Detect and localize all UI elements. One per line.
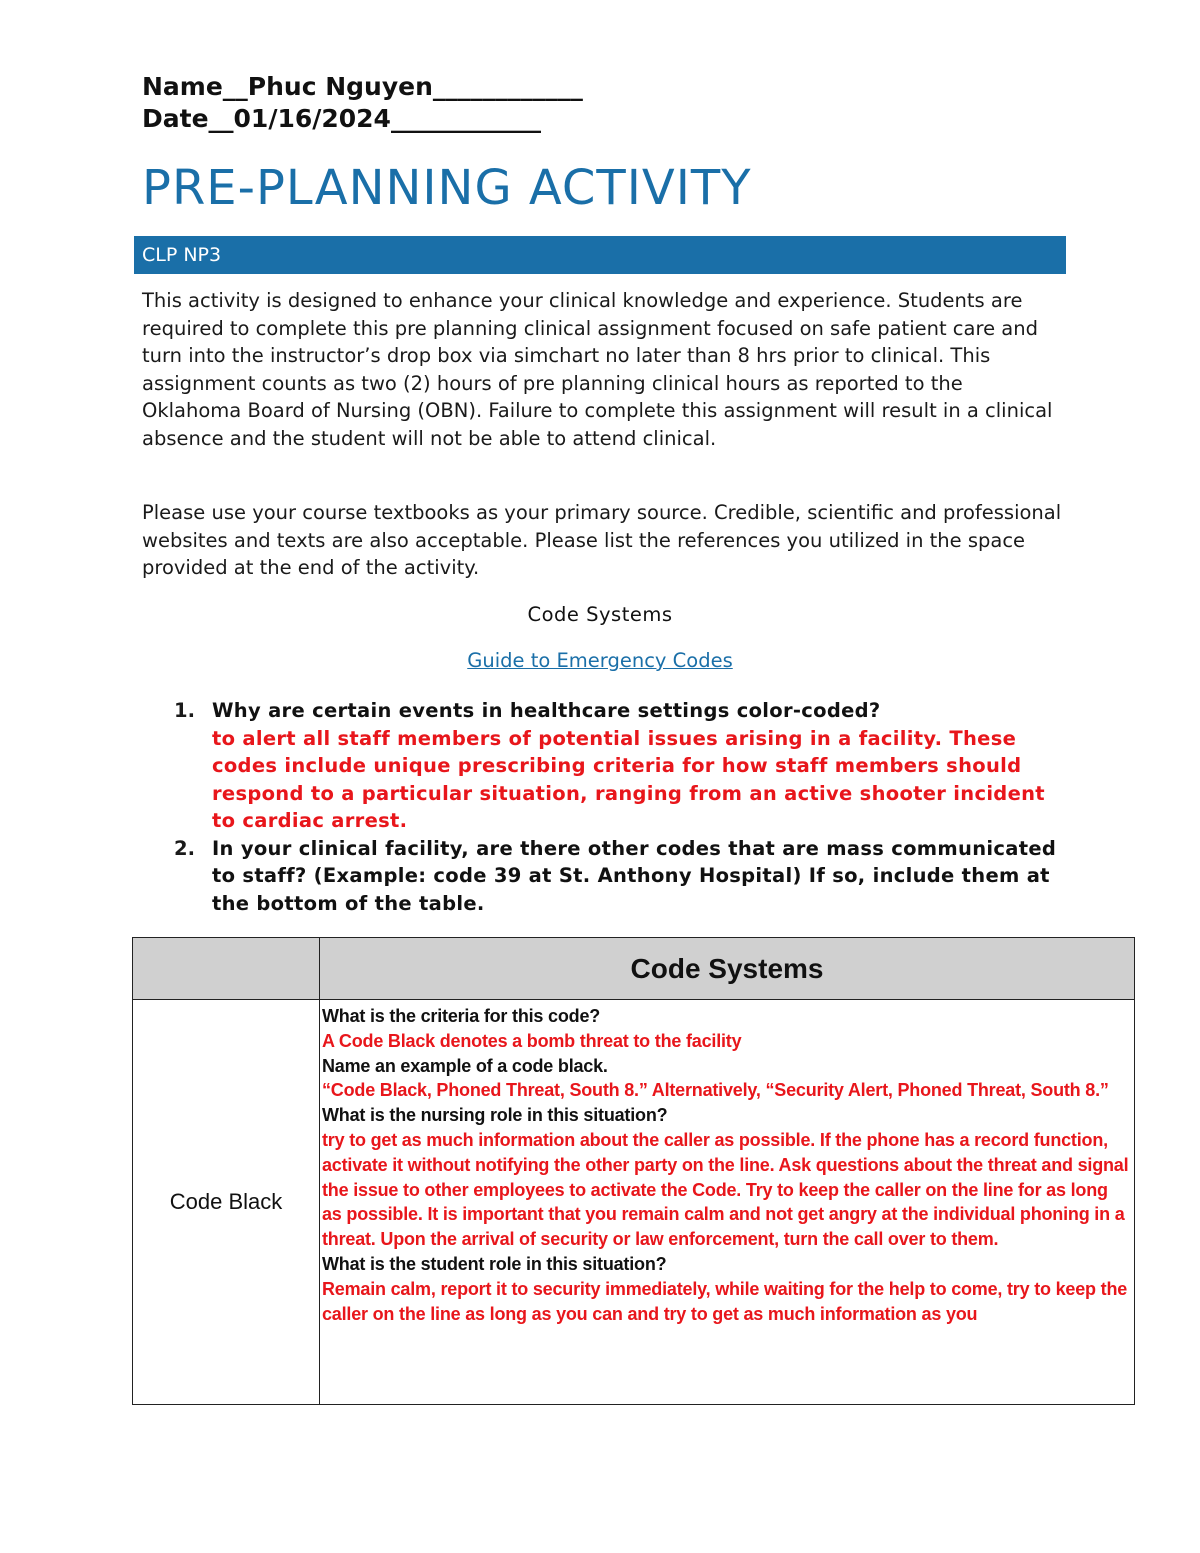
section-heading: Code Systems xyxy=(527,603,673,626)
table-header-empty-cell xyxy=(133,938,320,1000)
code-detail-cell xyxy=(320,1000,1135,1405)
question-list xyxy=(174,697,1074,917)
example-answer: “Code Black, Phoned Threat, South 8.” Alternatively, “Security Alert, Phoned Threat, South 8.” xyxy=(322,1080,1109,1101)
page-title: PRE-PLANNING ACTIVITY xyxy=(142,160,752,216)
question-number: 2. xyxy=(174,836,195,860)
question-item-1 xyxy=(174,697,1074,835)
date-line: Date__01/16/2024____________ xyxy=(142,104,541,133)
table-header-title: Code Systems xyxy=(320,938,1135,1000)
code-systems-table xyxy=(132,937,1135,1405)
nursing-role-answer: try to get as much information about the caller as possible. If the phone has a record function, activate it without notifying the other party on the line. Ask questions about the threat and signal the issue to other employees to activate the Code. Try to keep the caller on the line for as long as possible. It is important that you remain calm and not get angry at the individual phoning in a threat. Upon the arrival of security or law enforcement, turn the call over to them. xyxy=(322,1129,1129,1250)
question-text: Why are certain events in healthcare settings color-coded? xyxy=(212,699,881,722)
criteria-label: What is the criteria for this code? xyxy=(322,1006,601,1026)
subtitle-bar: CLP NP3 xyxy=(134,236,1066,274)
guide-link[interactable]: Guide to Emergency Codes xyxy=(467,649,733,672)
question-text: In your clinical facility, are there other codes that are mass communicated to staff? (Example: code 39 at St. Anthony Hospital) If so, include them at the bottom of the table. xyxy=(212,836,1057,915)
intro-paragraph-1: This activity is designed to enhance your clinical knowledge and experience. Students are required to complete this pre planning clinical assignment focused on safe patient care and turn into the instructor’s drop box via simchart no later than 8 hrs prior to clinical. This assignment counts as two (2) hours of pre planning clinical hours as reported to the Oklahoma Board of Nursing (OBN). Failure to complete this assignment will result in a clinical absence and the student will not be able to attend clinical. xyxy=(142,289,1053,450)
student-role-answer: Remain calm, report it to security immediately, while waiting for the help to come, try to keep the caller on the line as long as you can and try to get as much information as you xyxy=(322,1278,1128,1324)
student-role-label: What is the student role in this situation? xyxy=(322,1253,667,1274)
example-label: Name an example of a code black. xyxy=(322,1055,608,1076)
intro-paragraph-2: Please use your course textbooks as your primary source. Credible, scientific and professional websites and texts are also acceptable. Please list the references you utilized in the space provided at the end of the activity. xyxy=(142,501,1062,579)
criteria-answer: A Code Black denotes a bomb threat to the facility xyxy=(322,1030,742,1051)
nursing-role-label: What is the nursing role in this situation? xyxy=(322,1105,668,1126)
code-name-cell: Code Black xyxy=(133,1000,320,1405)
question-number: 1. xyxy=(174,699,195,722)
table-row xyxy=(133,1000,1135,1405)
student-name-line: Name__Phuc Nguyen____________ xyxy=(142,72,583,101)
table-header-row xyxy=(133,938,1135,1000)
question-answer: to alert all staff members of potential issues arising in a facility. These codes include unique prescribing criteria for how staff members should respond to a particular situation, ranging from an active shooter incident to cardiac arrest. xyxy=(212,726,1045,832)
question-item-2 xyxy=(174,835,1074,918)
